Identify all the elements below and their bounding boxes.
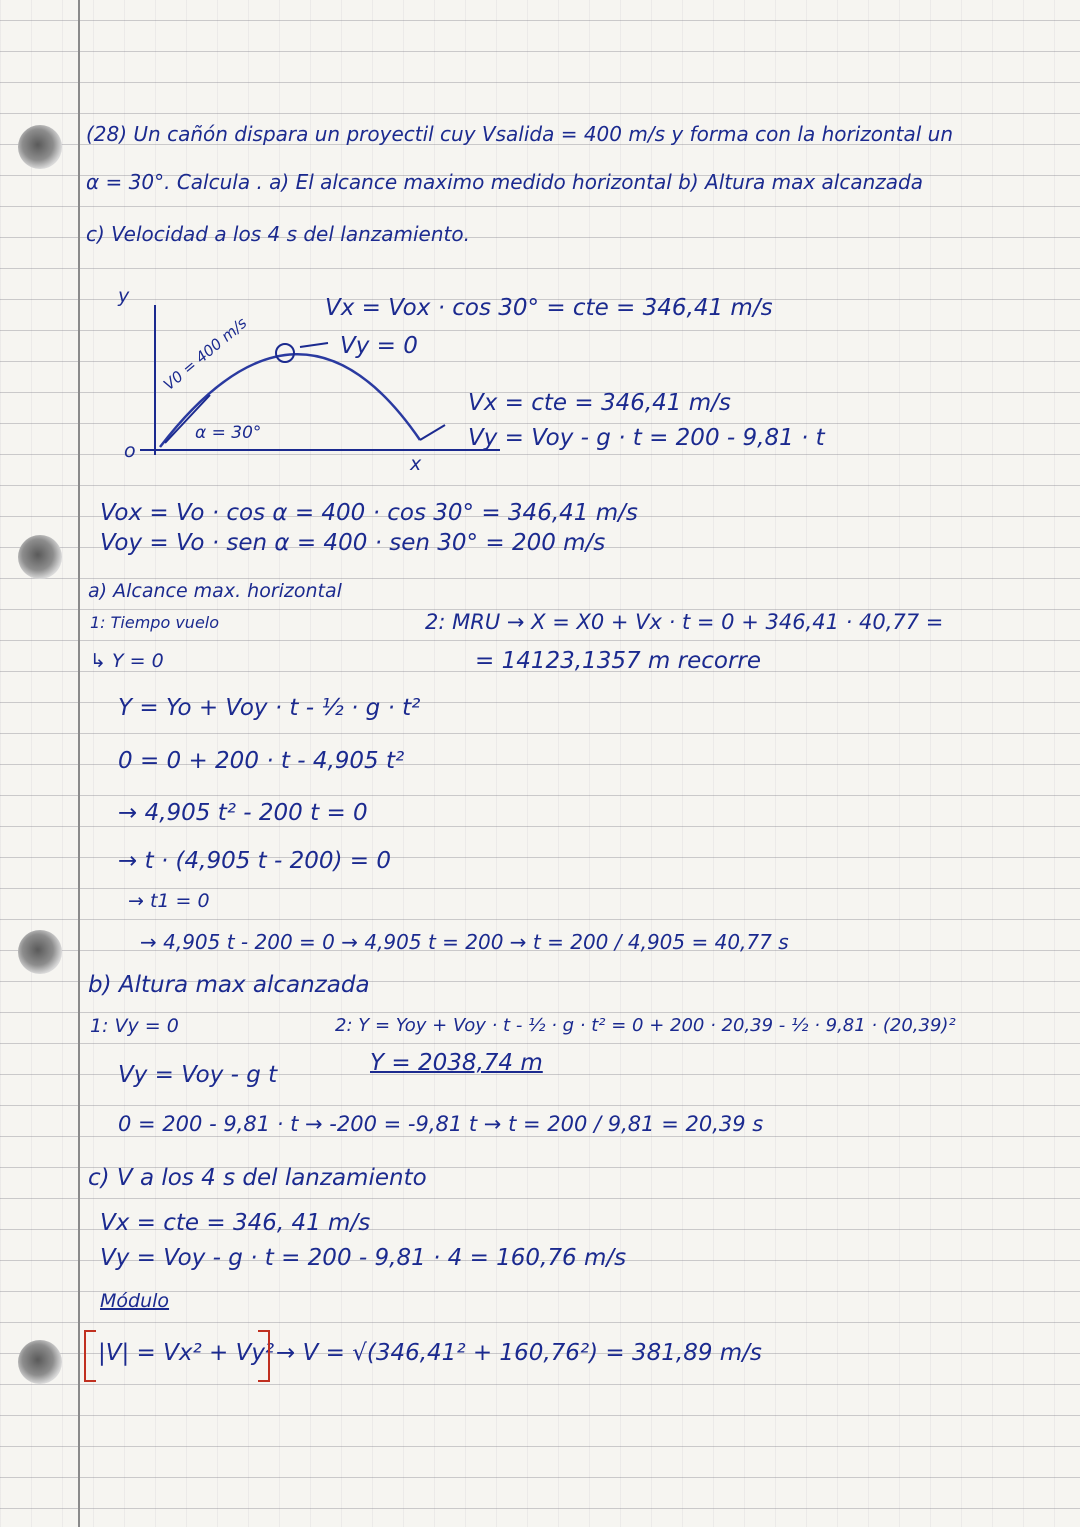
part-a-eq4: → t · (4,905 t - 200) = 0 — [118, 848, 392, 874]
problem-line-1: (28) Un cañón dispara un proyectil cuy Vsalida = 400 m/s y forma con la horizontal un — [86, 122, 954, 146]
voy-equation: Voy = Vo · sen α = 400 · sen 30° = 200 m/s — [100, 530, 606, 556]
formula-bracket-left — [84, 1330, 96, 1382]
part-c-vy: Vy = Voy - g · t = 200 - 9,81 · 4 = 160,76 m/s — [100, 1245, 627, 1271]
part-a-step2-line1: 2: MRU → X = X0 + Vx · t = 0 + 346,41 · 40,77 = — [425, 610, 944, 634]
punch-hole-middle — [18, 535, 62, 579]
part-b-result: Y = 2038,74 m — [370, 1050, 543, 1076]
vertex-vy: Vy = 0 — [340, 333, 418, 359]
formula-bracket-right — [258, 1330, 270, 1382]
part-c-result: → V = √(346,41² + 160,76²) = 381,89 m/s — [276, 1340, 762, 1366]
part-c-heading: c) V a los 4 s del lanzamiento — [88, 1165, 427, 1191]
impact-vx: Vx = cte = 346,41 m/s — [468, 390, 731, 416]
part-a-y0: ↳ Y = 0 — [90, 650, 164, 672]
margin-line — [78, 0, 80, 1527]
part-c-vx: Vx = cte = 346, 41 m/s — [100, 1210, 371, 1236]
vertex-vx: Vx = Vox · cos 30° = cte = 346,41 m/s — [325, 295, 773, 321]
trajectory-diagram — [100, 285, 860, 495]
punch-hole-lower — [18, 930, 62, 974]
part-a-eq2: 0 = 0 + 200 · t - 4,905 t² — [118, 748, 405, 774]
part-b-heading: b) Altura max alcanzada — [88, 972, 370, 998]
punch-hole-bottom — [18, 1340, 62, 1384]
part-b-eq2: 0 = 200 - 9,81 · t → -200 = -9,81 t → t = 200 / 9,81 = 20,39 s — [118, 1112, 764, 1136]
part-a-step1: 1: Tiempo vuelo — [90, 613, 220, 632]
part-a-eq1: Y = Yo + Voy · t - ½ · g · t² — [118, 695, 421, 721]
axis-x-label: x — [410, 453, 422, 475]
axis-origin-label: o — [124, 440, 136, 462]
punch-hole-top — [18, 125, 62, 169]
part-c-formula: |V| = Vx² + Vy² — [98, 1340, 275, 1366]
part-c-modulo: Módulo — [100, 1290, 170, 1312]
v0-label: V0 = 400 m/s — [160, 313, 251, 394]
part-a-step2-line2: = 14123,1357 m recorre — [475, 648, 762, 674]
part-a-eq5: → t1 = 0 — [128, 890, 210, 912]
part-a-eq6: → 4,905 t - 200 = 0 → 4,905 t = 200 → t = 200 / 4,905 = 40,77 s — [140, 930, 789, 954]
problem-line-2: α = 30°. Calcula . a) El alcance maximo medido horizontal b) Altura max alcanzada — [86, 170, 923, 194]
part-b-step2-line1: 2: Y = Yoy + Voy · t - ½ · g · t² = 0 + 200 · 20,39 - ½ · 9,81 · (20,39)² — [335, 1015, 956, 1036]
vox-equation: Vox = Vo · cos α = 400 · cos 30° = 346,41 m/s — [100, 500, 638, 526]
impact-vy: Vy = Voy - g · t = 200 - 9,81 · t — [468, 425, 825, 451]
alpha-label: α = 30° — [195, 423, 262, 443]
part-b-step1: 1: Vy = 0 — [90, 1015, 179, 1037]
part-b-eq1: Vy = Voy - g t — [118, 1062, 278, 1088]
axis-y-label: y — [118, 285, 130, 307]
part-a-heading: a) Alcance max. horizontal — [88, 580, 342, 602]
part-a-eq3: → 4,905 t² - 200 t = 0 — [118, 800, 368, 826]
problem-line-3: c) Velocidad a los 4 s del lanzamiento. — [86, 222, 470, 246]
